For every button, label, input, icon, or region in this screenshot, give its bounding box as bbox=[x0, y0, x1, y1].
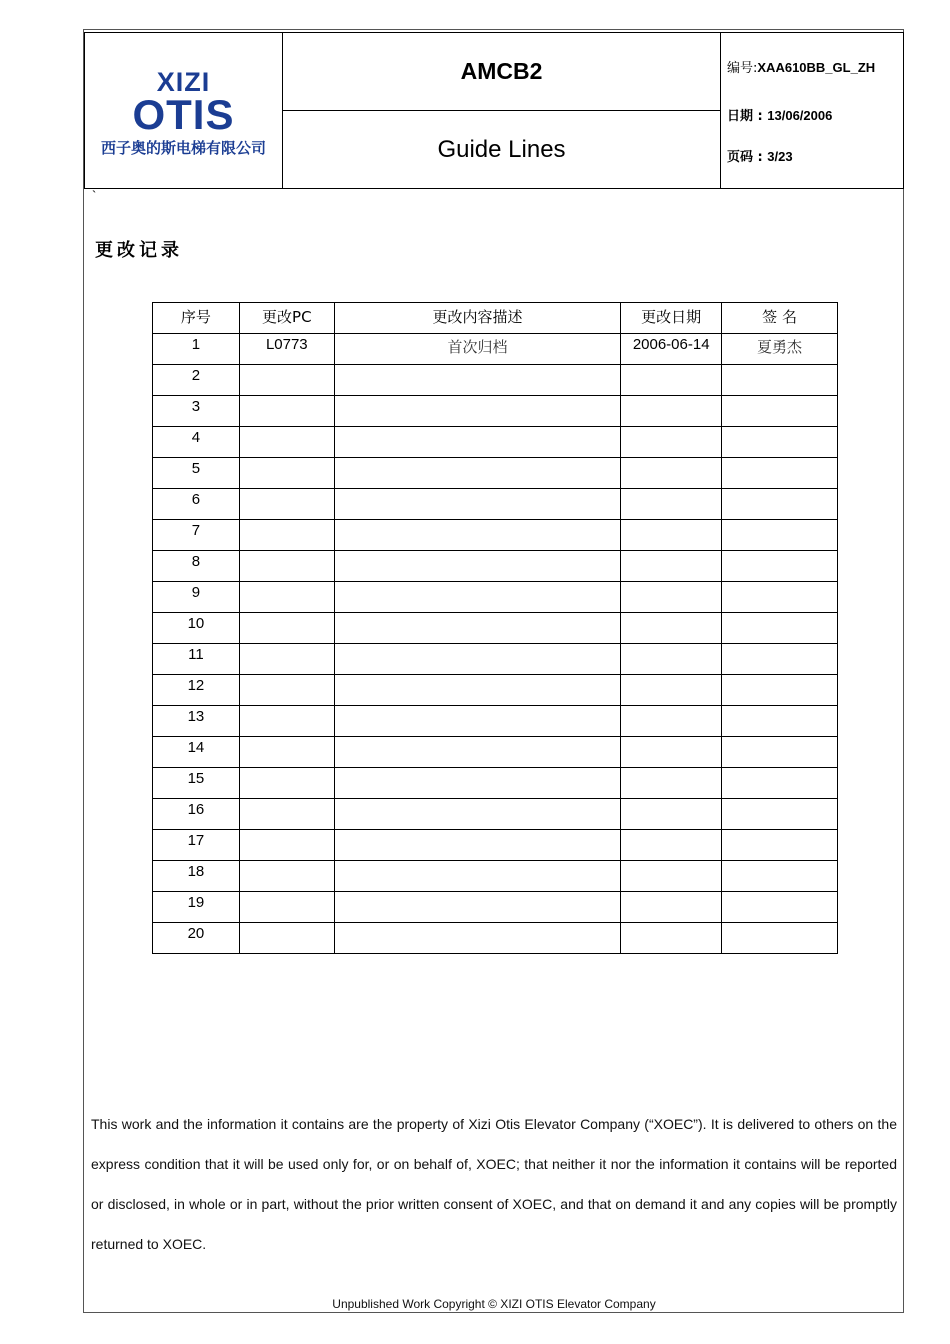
cell-pc bbox=[239, 644, 334, 675]
document-info bbox=[721, 33, 903, 188]
cell-signature bbox=[722, 520, 838, 551]
cell-description bbox=[334, 861, 621, 892]
cell-date bbox=[621, 396, 722, 427]
cell-pc bbox=[239, 768, 334, 799]
cell-number: 17 bbox=[153, 830, 240, 861]
table-row bbox=[153, 582, 838, 613]
revision-table-body bbox=[153, 334, 838, 954]
col-header-signature: 签 名 bbox=[722, 303, 838, 334]
cell-number: 15 bbox=[153, 768, 240, 799]
table-row bbox=[153, 520, 838, 551]
cell-pc: L0773 bbox=[239, 334, 334, 365]
table-row bbox=[153, 644, 838, 675]
title-cell bbox=[283, 33, 721, 188]
cell-number: 3 bbox=[153, 396, 240, 427]
cell-pc bbox=[239, 923, 334, 954]
table-row bbox=[153, 923, 838, 954]
cell-description bbox=[334, 613, 621, 644]
cell-number: 10 bbox=[153, 613, 240, 644]
doc-page bbox=[727, 146, 793, 165]
cell-pc bbox=[239, 458, 334, 489]
cell-date bbox=[621, 644, 722, 675]
doc-number bbox=[727, 57, 875, 76]
cell-number: 18 bbox=[153, 861, 240, 892]
table-row bbox=[153, 551, 838, 582]
document-subtitle: Guide Lines bbox=[437, 135, 566, 163]
cell-date bbox=[621, 830, 722, 861]
cell-number: 14 bbox=[153, 737, 240, 768]
cell-signature bbox=[722, 768, 838, 799]
cell-signature bbox=[722, 458, 838, 489]
cell-date: 2006-06-14 bbox=[621, 334, 722, 365]
cell-date bbox=[621, 768, 722, 799]
table-row bbox=[153, 799, 838, 830]
cell-pc bbox=[239, 582, 334, 613]
cell-pc bbox=[239, 613, 334, 644]
cell-signature bbox=[722, 365, 838, 396]
cell-description bbox=[334, 830, 621, 861]
cell-pc bbox=[239, 892, 334, 923]
table-row bbox=[153, 613, 838, 644]
cell-signature bbox=[722, 892, 838, 923]
cell-signature bbox=[722, 427, 838, 458]
cell-description bbox=[334, 923, 621, 954]
cell-pc bbox=[239, 675, 334, 706]
cell-pc bbox=[239, 799, 334, 830]
cell-number: 1 bbox=[153, 334, 240, 365]
cell-description bbox=[334, 582, 621, 613]
cell-description bbox=[334, 427, 621, 458]
cell-date bbox=[621, 706, 722, 737]
table-row bbox=[153, 334, 838, 365]
table-row bbox=[153, 706, 838, 737]
cell-signature bbox=[722, 737, 838, 768]
cell-description bbox=[334, 396, 621, 427]
table-header-row bbox=[153, 303, 838, 334]
col-header-number: 序号 bbox=[153, 303, 240, 334]
cell-number: 5 bbox=[153, 458, 240, 489]
cell-date bbox=[621, 861, 722, 892]
cell-date bbox=[621, 923, 722, 954]
cell-pc bbox=[239, 861, 334, 892]
cell-signature bbox=[722, 551, 838, 582]
cell-description bbox=[334, 892, 621, 923]
cell-date bbox=[621, 675, 722, 706]
doc-number-value: XAA610BB_GL_ZH bbox=[757, 60, 876, 75]
table-row bbox=[153, 675, 838, 706]
cell-signature bbox=[722, 489, 838, 520]
cell-signature bbox=[722, 923, 838, 954]
table-row bbox=[153, 458, 838, 489]
doc-page-label: 页码 : bbox=[727, 150, 768, 165]
tick-mark: ` bbox=[92, 188, 97, 203]
logo-brand-top: XIZI bbox=[156, 67, 211, 97]
table-row bbox=[153, 365, 838, 396]
cell-number: 8 bbox=[153, 551, 240, 582]
cell-description bbox=[334, 768, 621, 799]
logo-company-name: 西子奥的斯电梯有限公司 bbox=[100, 139, 266, 157]
table-row bbox=[153, 861, 838, 892]
cell-number: 9 bbox=[153, 582, 240, 613]
table-row bbox=[153, 892, 838, 923]
cell-date bbox=[621, 799, 722, 830]
cell-description bbox=[334, 644, 621, 675]
cell-pc bbox=[239, 551, 334, 582]
cell-number: 11 bbox=[153, 644, 240, 675]
cell-description bbox=[334, 675, 621, 706]
footer-copyright: Unpublished Work Copyright © XIZI OTIS Elevator Company bbox=[332, 1297, 656, 1311]
cell-number: 6 bbox=[153, 489, 240, 520]
cell-pc bbox=[239, 396, 334, 427]
cell-number: 19 bbox=[153, 892, 240, 923]
cell-description bbox=[334, 551, 621, 582]
logo-brand-main: OTIS bbox=[132, 91, 235, 138]
cell-number: 16 bbox=[153, 799, 240, 830]
cell-pc bbox=[239, 830, 334, 861]
cell-description bbox=[334, 520, 621, 551]
cell-date bbox=[621, 458, 722, 489]
cell-date bbox=[621, 892, 722, 923]
cell-number: 13 bbox=[153, 706, 240, 737]
document-header bbox=[84, 32, 904, 189]
cell-date bbox=[621, 365, 722, 396]
cell-date bbox=[621, 427, 722, 458]
cell-pc bbox=[239, 737, 334, 768]
cell-number: 2 bbox=[153, 365, 240, 396]
cell-description: 首次归档 bbox=[334, 334, 621, 365]
cell-pc bbox=[239, 365, 334, 396]
cell-signature bbox=[722, 613, 838, 644]
doc-number-label: 编号: bbox=[727, 61, 758, 76]
doc-page-value: 3/23 bbox=[767, 149, 793, 164]
cell-signature bbox=[722, 706, 838, 737]
cell-pc bbox=[239, 427, 334, 458]
cell-signature bbox=[722, 675, 838, 706]
cell-signature bbox=[722, 799, 838, 830]
cell-description bbox=[334, 365, 621, 396]
cell-signature: 夏勇杰 bbox=[722, 334, 838, 365]
cell-description bbox=[334, 706, 621, 737]
cell-pc bbox=[239, 489, 334, 520]
table-row bbox=[153, 768, 838, 799]
cell-signature bbox=[722, 861, 838, 892]
revision-table bbox=[152, 302, 838, 954]
col-header-date: 更改日期 bbox=[621, 303, 722, 334]
cell-date bbox=[621, 582, 722, 613]
cell-number: 20 bbox=[153, 923, 240, 954]
cell-signature bbox=[722, 396, 838, 427]
table-row bbox=[153, 396, 838, 427]
doc-date-value: 13/06/2006 bbox=[767, 108, 833, 123]
cell-date bbox=[621, 489, 722, 520]
doc-date bbox=[727, 105, 832, 124]
cell-pc bbox=[239, 520, 334, 551]
cell-signature bbox=[722, 582, 838, 613]
cell-number: 4 bbox=[153, 427, 240, 458]
table-row bbox=[153, 737, 838, 768]
cell-number: 12 bbox=[153, 675, 240, 706]
col-header-pc: 更改PC bbox=[239, 303, 334, 334]
table-row bbox=[153, 427, 838, 458]
cell-description bbox=[334, 458, 621, 489]
table-row bbox=[153, 489, 838, 520]
cell-date bbox=[621, 551, 722, 582]
cell-date bbox=[621, 737, 722, 768]
section-title: 更改记录 bbox=[95, 240, 183, 261]
cell-date bbox=[621, 520, 722, 551]
col-header-description: 更改内容描述 bbox=[334, 303, 621, 334]
document-title: AMCB2 bbox=[283, 33, 720, 111]
cell-date bbox=[621, 613, 722, 644]
disclaimer-text: This work and the information it contains are the property of Xizi Otis Elevator Company (“XOEC”). It is delivered to others on the express condition that it will be used only for, or on behalf of, XOEC; that neither it nor the information it contains will be reported or disclosed, in whole or in part, without the prior written consent of XOEC, and that on demand it and any copies will be promptly returned to XOEC. bbox=[91, 1116, 897, 1252]
cell-signature bbox=[722, 830, 838, 861]
doc-date-label: 日期 : bbox=[727, 109, 768, 124]
company-logo bbox=[85, 33, 283, 188]
cell-pc bbox=[239, 706, 334, 737]
cell-description bbox=[334, 737, 621, 768]
cell-description bbox=[334, 489, 621, 520]
cell-number: 7 bbox=[153, 520, 240, 551]
cell-signature bbox=[722, 644, 838, 675]
cell-description bbox=[334, 799, 621, 830]
table-row bbox=[153, 830, 838, 861]
